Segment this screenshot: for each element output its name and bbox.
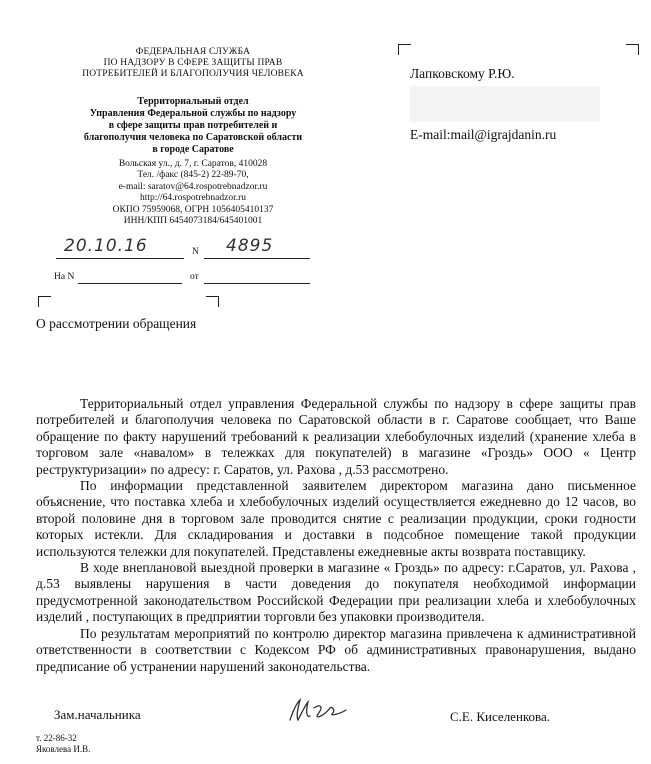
addressee-corner-right (626, 44, 639, 55)
website: http://64.rospotrebnadzor.ru (139, 193, 247, 204)
ref-number-underline (78, 283, 182, 284)
org-line: ФЕДЕРАЛЬНАЯ СЛУЖБА (135, 47, 251, 57)
redacted-area (410, 86, 600, 122)
ref-number-label: На N (54, 272, 75, 282)
subject-corner-left (38, 296, 51, 307)
executor-name: Яковлева И.В. (36, 744, 91, 754)
from-label: от (190, 272, 199, 282)
okpo-ogrn: ОКПО 75959068, ОГРН 1056405410137 (112, 204, 274, 215)
executor-phone: т. 22-86-32 (36, 733, 77, 743)
addressee-name: Лапковскому Р.Ю. (410, 66, 515, 81)
addressee-corner-left (398, 44, 411, 55)
dept-line: Территориальный отдел (137, 96, 249, 107)
registration-date: 20.10.16 (64, 236, 148, 256)
handwritten-signature (284, 694, 354, 728)
body-paragraph: По информации представленной заявителем директором магазина дано письменное объяснение, что поставка хлеба и хлебобулочных изделий осуществляется ежедневно до 12 часов, во второй половине дня в торговом зале проводится снятие с реализации продукции, сроки годности которых истекли. Для складирования и доставки в подсобное помещение такой продукции используются тележки для покупателей. Представлены ежедневные акты возврата поставщику. (36, 478, 636, 559)
org-line: ПО НАДЗОРУ В СФЕРЕ ЗАЩИТЫ ПРАВ (103, 58, 283, 68)
number-underline (204, 258, 310, 259)
number-label: N (192, 247, 199, 257)
contact-block (28, 159, 358, 227)
phone-fax: Тел. /факс (845-2) 22-89-70, (137, 170, 249, 181)
addressee-email: E-mail:mail@igrajdanin.ru (410, 127, 557, 142)
subject: О рассмотрении обращения (36, 316, 197, 331)
subject-corner-right (206, 296, 219, 307)
date-underline (56, 258, 184, 259)
org-line: ПОТРЕБИТЕЛЕЙ И БЛАГОПОЛУЧИЯ ЧЕЛОВЕКА (82, 69, 304, 79)
signer-name: С.Е. Киселенкова. (450, 709, 551, 724)
body-paragraph: В ходе внеплановой выездной проверки в магазине « Гроздь» по адресу: г.Саратов, ул. Рахова , д.53 выявлены нарушения в части доведения до покупателя необходимой информации предусмотренной законодательством Российской Федерации при реализации хлеба и хлебобулочных изделий , поступающих в предприятии торговли без упаковки производителя. (36, 560, 636, 625)
body-paragraph: Территориальный отдел управления Федеральной службы по надзору в сфере защиты прав потребителей и благополучия человека по Саратовской области в г. Саратове сообщает, что Ваше обращение по факту нарушений требований к реализации хлебобулочных изделий (хранение хлеба в торговом зале «навалом» в тележках для покупателей) в магазине «Гроздь» ООО « Центр реструктуризации» по адресу: г. Саратов, ул. Рахова , д.53 рассмотрено. (36, 396, 636, 477)
executor-block (36, 733, 90, 755)
dept-line: Управления Федеральной службы по надзору (89, 108, 297, 119)
letter-body (36, 396, 636, 675)
dept-line: благополучия человека по Саратовской области (83, 132, 303, 143)
signer-position: Зам.начальника (54, 707, 141, 722)
inn-kpp: ИНН/КПП 6454073184/645401001 (123, 216, 263, 227)
department-name (28, 96, 358, 156)
dept-line: в сфере защиты прав потребителей и (108, 120, 278, 131)
address: Вольская ул., д. 7, г. Саратов, 410028 (118, 159, 268, 169)
dept-line: в городе Саратове (152, 144, 234, 155)
email: e-mail: saratov@64.rospotrebnadzor.ru (118, 181, 268, 192)
organization-name (28, 47, 358, 80)
ref-date-underline (204, 283, 310, 284)
body-paragraph: По результатам мероприятий по контролю директор магазина привлечена к административной ответственности в соответствии с Кодексом РФ об административных правонарушения, выдано предписание об устранении нарушений законодательства. (36, 625, 636, 674)
registration-number: 4895 (226, 236, 274, 256)
